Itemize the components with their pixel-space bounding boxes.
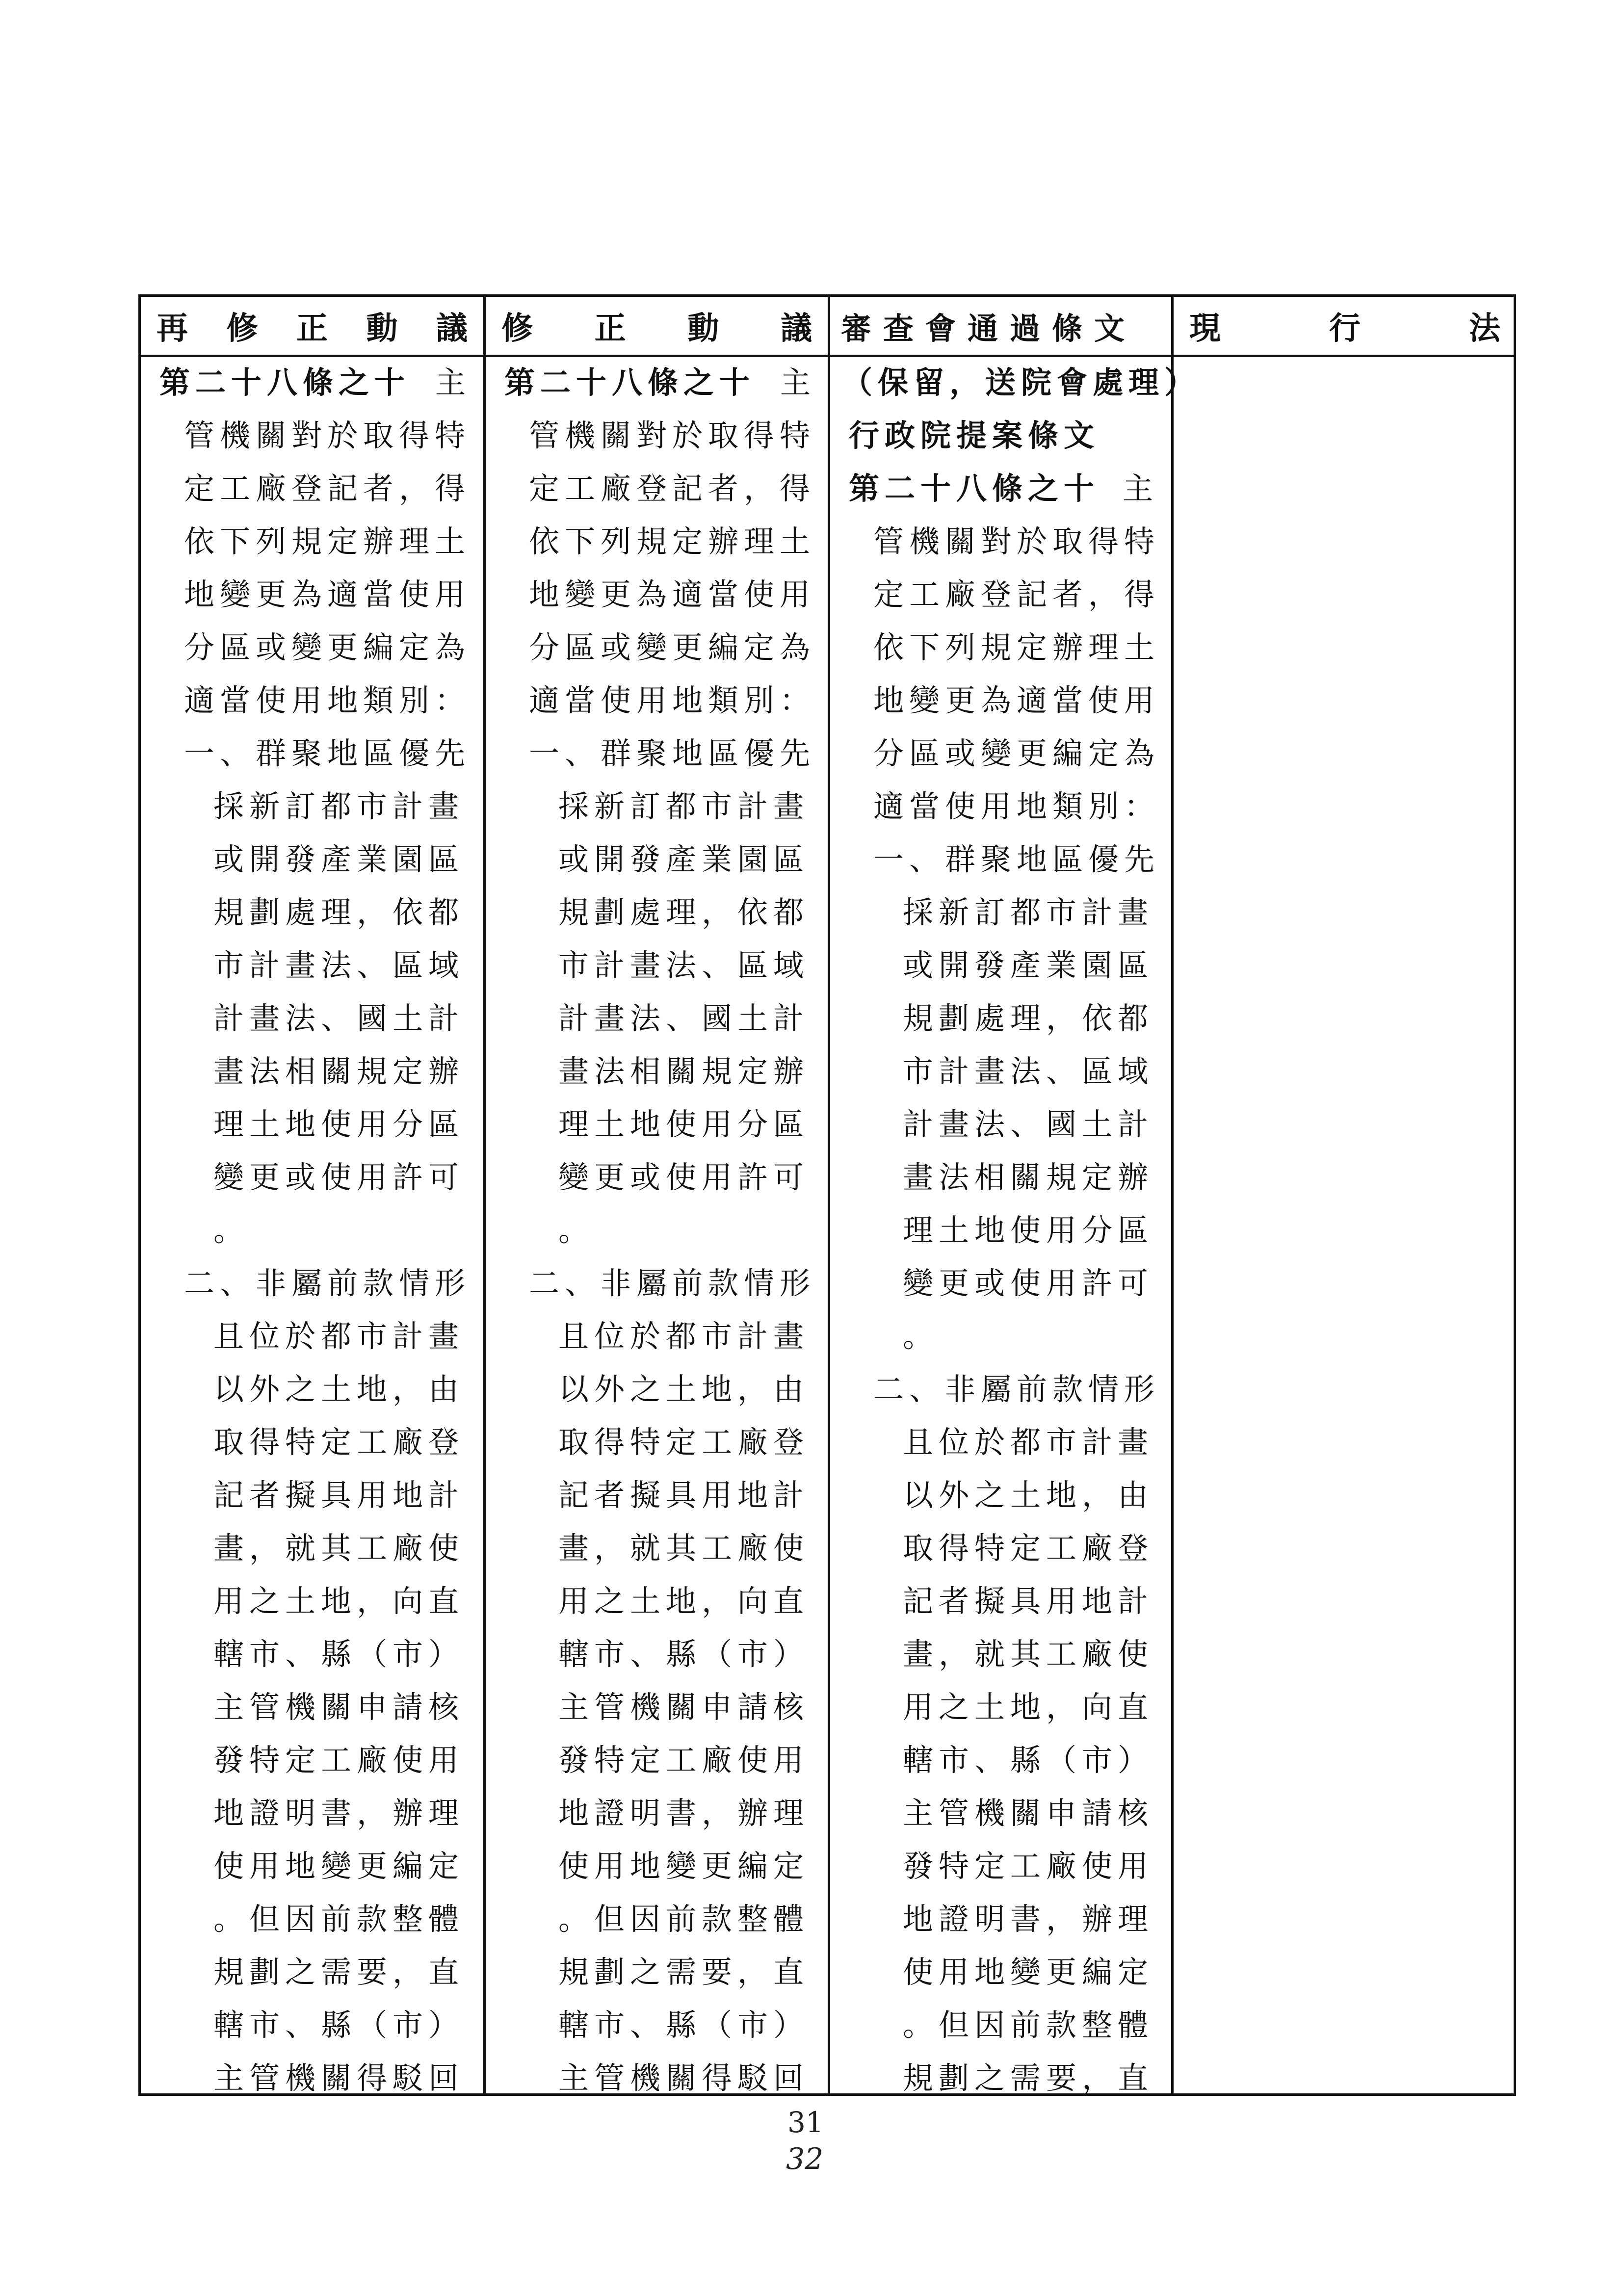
article-text-line: 定工廠登記者，得	[184, 470, 471, 506]
article-text-line: 以外之土地，由	[213, 1371, 465, 1407]
header-current-law	[1174, 297, 1516, 355]
article-text-line: 計畫法、國土計	[558, 1000, 810, 1036]
article-text-line: 畫，就其工廠使	[558, 1530, 810, 1566]
column-divider	[1171, 297, 1174, 2093]
header-char: 議	[436, 310, 468, 347]
header-char: 行	[1329, 310, 1361, 347]
article-text-line: 分區或變更編定為	[873, 735, 1160, 771]
page-number-handwritten: 32	[786, 2142, 824, 2176]
article-text-line: 取得特定工廠登	[213, 1424, 465, 1460]
header-char: 現	[1189, 310, 1221, 347]
header-char: 修	[501, 310, 533, 347]
article-text-line: 且位於都市計畫	[213, 1318, 465, 1354]
article-text-line: 依下列規定辦理土	[529, 523, 816, 559]
article-text-line: 變更或使用許可	[213, 1159, 465, 1195]
article-text-line: 使用地變更編定	[558, 1848, 810, 1884]
header-amendment	[486, 297, 828, 355]
article-text-line: 發特定工廠使用	[558, 1742, 810, 1778]
article-text-line: 市計畫法、區域	[903, 1053, 1154, 1089]
article-text-line: 主管機關申請核	[558, 1689, 810, 1725]
article-text-line: 發特定工廠使用	[213, 1742, 465, 1778]
article-text-line: 轄市、縣（市）	[558, 2007, 810, 2043]
article-text-line: 規劃處理，依都	[558, 894, 810, 930]
article-text-line: 理土地使用分區	[903, 1212, 1154, 1248]
article-text-line: 理土地使用分區	[558, 1106, 810, 1142]
article-text-line: 規劃處理，依都	[903, 1000, 1154, 1036]
article-text-line: 畫法相關規定辦	[558, 1053, 810, 1089]
article-suffix: 主	[1123, 470, 1159, 506]
article-text-line: 二、非屬前款情形	[873, 1371, 1160, 1407]
article-number: 第二十八條之十	[159, 365, 411, 400]
article-text-line: 記者擬具用地計	[213, 1477, 465, 1513]
article-suffix: 主	[780, 365, 816, 400]
article-text-line: 發特定工廠使用	[903, 1848, 1154, 1884]
article-text-line: 理土地使用分區	[213, 1106, 465, 1142]
header-char: 正	[594, 310, 626, 347]
article-text-line: 變更或使用許可	[558, 1159, 810, 1195]
article-text-line: 。	[903, 1318, 939, 1354]
article-text-line: 。	[213, 1212, 250, 1248]
article-text-line: 採新訂都市計畫	[213, 788, 465, 824]
article-text-line: 用之土地，向直	[903, 1689, 1154, 1725]
bill-source-subtitle: 行政院提案條文	[849, 417, 1100, 453]
article-text-line: 取得特定工廠登	[903, 1530, 1154, 1566]
article-text-line: 地證明書，辦理	[213, 1795, 465, 1831]
article-text-line: 且位於都市計畫	[558, 1318, 810, 1354]
article-text-line: 依下列規定辦理土	[184, 523, 471, 559]
article-text-line: 計畫法、國土計	[903, 1106, 1154, 1142]
article-text-line: 用之土地，向直	[558, 1583, 810, 1619]
comparison-table	[138, 294, 1516, 2096]
article-text-line: 或開發產業園區	[558, 841, 810, 877]
article-text-line: 分區或變更編定為	[529, 629, 816, 665]
article-text-line: 。但因前款整體	[558, 1901, 810, 1937]
header-char: 議	[780, 310, 812, 347]
article-text-line: 畫，就其工廠使	[903, 1636, 1154, 1672]
article-text-line: 規劃處理，依都	[213, 894, 465, 930]
article-text-line: 地證明書，辦理	[903, 1901, 1154, 1937]
article-text-line: 或開發產業園區	[903, 947, 1154, 983]
header-committee-passed	[830, 297, 1171, 355]
article-text-line: 或開發產業園區	[213, 841, 465, 877]
header-resubmitted-amendment	[141, 297, 483, 355]
article-text-line: 畫，就其工廠使	[213, 1530, 465, 1566]
article-text-line: 轄市、縣（市）	[213, 1636, 465, 1672]
article-text-line: 畫法相關規定辦	[213, 1053, 465, 1089]
article-text-line: 規劃之需要，直	[213, 1954, 465, 1990]
article-text-line: 地變更為適當使用	[529, 576, 816, 612]
article-text-line: 主管機關得駁回	[213, 2060, 465, 2096]
article-text-line: 市計畫法、區域	[558, 947, 810, 983]
article-number: 第二十八條之十	[504, 365, 756, 400]
article-text-line: 記者擬具用地計	[558, 1477, 810, 1513]
article-text-line: 適當使用地類別：	[873, 788, 1160, 824]
article-text-line: 以外之土地，由	[558, 1371, 810, 1407]
article-text-line: 規劃之需要，直	[558, 1954, 810, 1990]
article-text-line: 採新訂都市計畫	[903, 894, 1154, 930]
header-char: 動	[366, 310, 398, 347]
article-text-line: 地變更為適當使用	[184, 576, 471, 612]
article-text-line: 市計畫法、區域	[213, 947, 465, 983]
article-text-line: 二、非屬前款情形	[529, 1265, 816, 1301]
article-text-line: 。但因前款整體	[213, 1901, 465, 1937]
article-text-line: 主管機關申請核	[213, 1689, 465, 1725]
header-char: 正	[296, 310, 328, 347]
article-text-line: 使用地變更編定	[213, 1848, 465, 1884]
header-char: 修	[226, 310, 258, 347]
article-text-line: 變更或使用許可	[903, 1265, 1154, 1301]
article-text-line: 轄市、縣（市）	[213, 2007, 465, 2043]
article-text-line: 採新訂都市計畫	[558, 788, 810, 824]
article-text-line: 主管機關得駁回	[558, 2060, 810, 2096]
article-text-line: 一、群聚地區優先	[529, 735, 816, 771]
article-number: 第二十八條之十	[849, 470, 1100, 506]
article-text-line: 管機關對於取得特	[873, 523, 1160, 559]
article-text-line: 。	[558, 1212, 595, 1248]
header-text: 審查會通過條文	[841, 310, 1137, 346]
column-divider	[828, 297, 830, 2093]
article-text-line: 管機關對於取得特	[184, 417, 471, 453]
article-text-line: 依下列規定辦理土	[873, 629, 1160, 665]
header-divider	[141, 355, 1514, 357]
article-text-line: 計畫法、國土計	[213, 1000, 465, 1036]
article-text-line: 分區或變更編定為	[184, 629, 471, 665]
page-number: 31	[787, 2106, 824, 2139]
article-text-line: 。但因前款整體	[903, 2007, 1154, 2043]
article-text-line: 轄市、縣（市）	[558, 1636, 810, 1672]
article-text-line: 畫法相關規定辦	[903, 1159, 1154, 1195]
article-text-line: 定工廠登記者，得	[529, 470, 816, 506]
article-text-line: 取得特定工廠登	[558, 1424, 810, 1460]
article-text-line: 用之土地，向直	[213, 1583, 465, 1619]
article-text-line: 定工廠登記者，得	[873, 576, 1160, 612]
article-text-line: 使用地變更編定	[903, 1954, 1154, 1990]
article-text-line: 適當使用地類別：	[529, 682, 816, 718]
article-text-line: 一、群聚地區優先	[184, 735, 471, 771]
article-text-line: 一、群聚地區優先	[873, 841, 1160, 877]
article-text-line: 二、非屬前款情形	[184, 1265, 471, 1301]
article-text-line: 規劃之需要，直	[903, 2060, 1154, 2096]
header-char: 動	[687, 310, 719, 347]
article-text-line: 且位於都市計畫	[903, 1424, 1154, 1460]
article-text-line: 轄市、縣（市）	[903, 1742, 1154, 1778]
article-text-line: 以外之土地，由	[903, 1477, 1154, 1513]
header-char: 法	[1469, 310, 1500, 347]
header-char: 再	[157, 310, 188, 347]
article-text-line: 地證明書，辦理	[558, 1795, 810, 1831]
column-divider	[483, 297, 486, 2093]
article-text-line: 適當使用地類別：	[184, 682, 471, 718]
article-text-line: 地變更為適當使用	[873, 682, 1160, 718]
article-text-line: 記者擬具用地計	[903, 1583, 1154, 1619]
reservation-note: （保留，送院會處理）	[842, 365, 1201, 400]
article-text-line: 管機關對於取得特	[529, 417, 816, 453]
article-text-line: 主管機關申請核	[903, 1795, 1154, 1831]
article-suffix: 主	[435, 365, 471, 400]
